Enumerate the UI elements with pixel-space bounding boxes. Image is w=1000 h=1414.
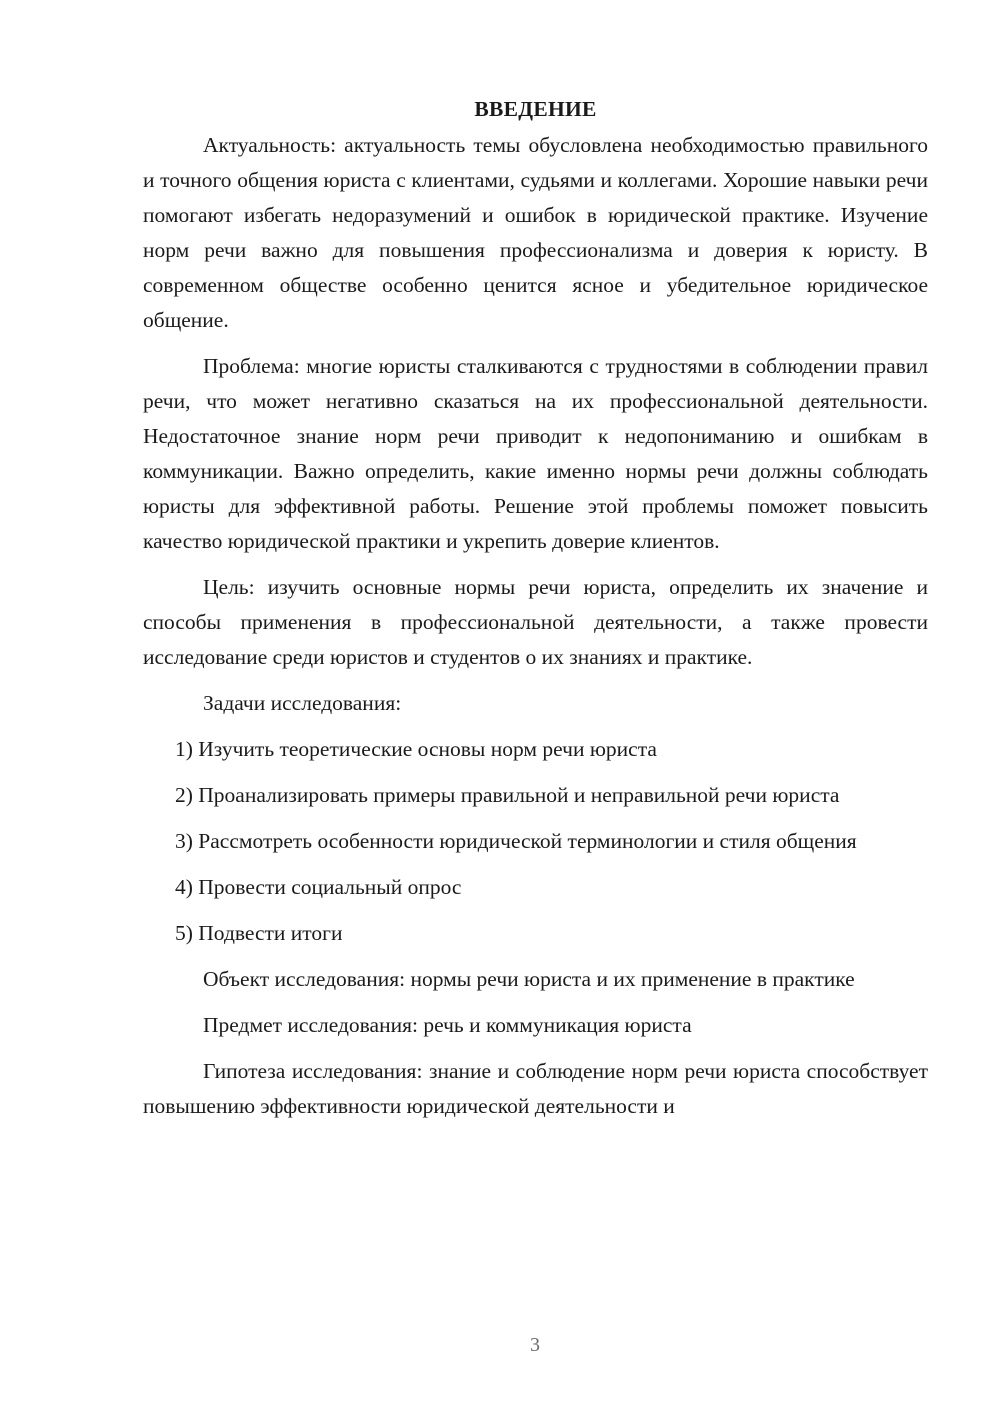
task-item: 1) Изучить теоретические основы норм речи юриста [175,737,657,761]
relevance-paragraph: Актуальность: актуальность темы обусловлена необходимостью правильного и точного общения юриста с клиентами, судьями и коллегами. Хорошие навыки речи помогают избегать недоразумений и ошибок в юридической практике. Изучение норм речи важно для повышения профессионализма и доверия к юристу. В современном обществе особенно ценится ясное и убедительное юридическое общение. [143,133,928,332]
subject-paragraph: Предмет исследования: речь и коммуникация юриста [203,1013,692,1037]
section-title: ВВЕДЕНИЕ [474,97,597,121]
task-item: 3) Рассмотреть особенности юридической терминологии и стиля общения [175,829,857,853]
task-item: 4) Провести социальный опрос [175,875,462,899]
task-item: 2) Проанализировать примеры правильной и неправильной речи юриста [175,783,840,807]
hypothesis-paragraph: Гипотеза исследования: знание и соблюдение норм речи юриста способствует повышению эффективности юридической деятельности и [143,1059,928,1118]
problem-paragraph: Проблема: многие юристы сталкиваются с трудностями в соблюдении правил речи, что может негативно сказаться на их профессиональной деятельности. Недостаточное знание норм речи приводит к недопониманию и ошибкам в коммуникации. Важно определить, какие именно нормы речи должны соблюдать юристы для эффективной работы. Решение этой проблемы поможет повысить качество юридической практики и укрепить доверие клиентов. [143,354,928,553]
task-item: 5) Подвести итоги [175,921,343,945]
object-paragraph: Объект исследования: нормы речи юриста и их применение в практике [203,967,855,991]
document-body [143,92,928,1135]
tasks-heading: Задачи исследования: [203,691,402,715]
goal-paragraph: Цель: изучить основные нормы речи юриста, определить их значение и способы применения в профессиональной деятельности, а также провести исследование среди юристов и студентов о их знаниях и практике. [143,575,928,669]
page-number: 3 [530,1334,540,1356]
